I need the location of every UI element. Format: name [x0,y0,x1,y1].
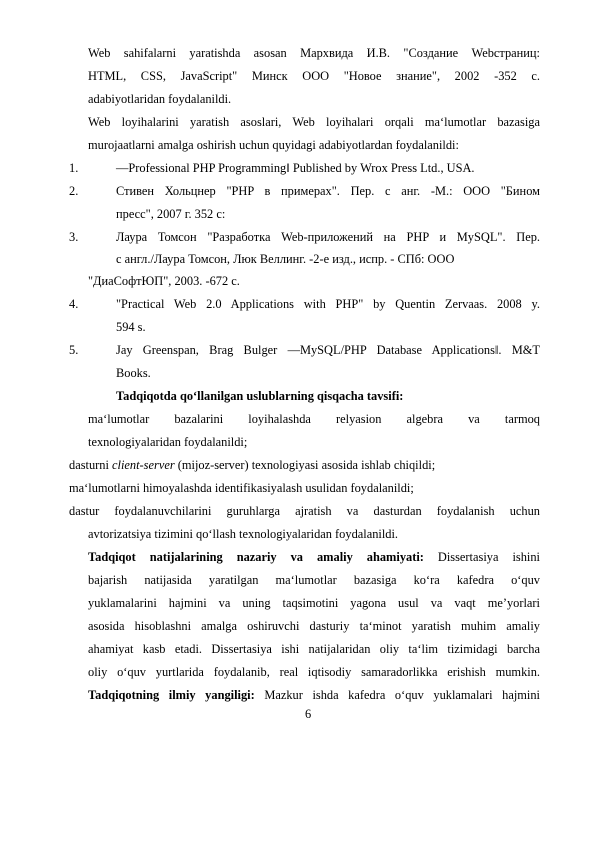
significance-line6: oliy o‘quv yurtlarida foydalanib, real iqtisodiy samaradorlikka erishish mumkin. [88,665,540,679]
section-heading: Tadqiqotda qo‘llanilgan uslublarning qisqacha tavsifi: [116,389,404,403]
significance-line4: asosida hisoblashni amalga oshiruvchi dasturiy ta‘minot yaratish muhim amaliy [88,619,540,633]
novelty-label: Tadqiqotning ilmiy yangiligi: [88,688,255,702]
significance-label: Tadqiqot natijalarining nazariy va amaliy ahamiyati: [88,550,424,564]
list-item-3-line1: Лаура Томсон "Разработка Web-приложений на PHP и MySQL". Пер. [116,230,540,244]
list-item-4-line1: "Practical Web 2.0 Applications with PHP" by Quentin Zervaas. 2008 y. [116,297,540,311]
method1-line2: texnologiyalaridan foydalanildi; [88,435,248,449]
method2-suffix: (mijoz-server) texnologiyasi asosida ishlab chiqildi; [174,458,436,472]
list-item-4-number: 4. [69,297,79,311]
list-item-5-line2: Books. [116,366,151,380]
list-item-3-line2: с англ./Лаура Томсон, Люк Веллинг. -2-е изд., испр. - СПб: ООО [116,252,455,266]
significance-line2: bajarish natijasida yaratilgan ma‘lumotlar bazasiga ko‘ra kafedra o‘quv [88,573,540,587]
method2-prefix: dasturni [69,458,113,472]
significance-line1-rest: Dissertasiya ishini [423,550,540,564]
list-item-1-line1: ―Professional PHP Programming‖ Published by Wrox Press Ltd., USA. [116,161,475,175]
significance-line5: ahamiyat kasb etadi. Dissertasiya ishi natijalaridan oliy ta‘lim tizimidagi barcha [88,642,540,656]
para1-line3: adabiyotlaridan foydalanildi. [88,92,232,106]
list-item-5-number: 5. [69,343,79,357]
novelty-rest: Mazkur ishda kafedra o‘quv yuklamalari hajmini [254,688,540,702]
method2-line [69,457,435,473]
novelty-line [88,687,540,703]
list-item-4-line2: 594 s. [116,320,146,334]
method4-line2: avtorizatsiya tizimini qo‘llash texnologiyalaridan foydalanildi. [88,527,399,541]
list-item-2-number: 2. [69,184,79,198]
significance-line3: yuklamalarini hajmini va uning taqsimotini yagona usul va vaqt me’yorlari [88,596,540,610]
list-item-2-line2: пресс", 2007 г. 352 с: [116,207,226,221]
method4-line1: dastur foydalanuvchilarini guruhlarga ajratish va dasturdan foydalanish uchun [69,504,540,518]
list-item-3-line3: "ДиаСофтЮП", 2003. -672 с. [88,274,240,288]
page-number: 6 [305,707,312,721]
list-item-3-number: 3. [69,230,79,244]
method3-line: ma‘lumotlarni himoyalashda identifikasiyalash usulidan foydalanildi; [69,481,414,495]
significance-line1 [88,549,540,565]
para2-line1: Web loyihalarini yaratish asoslari, Web loyihalari orqali ma‘lumotlar bazasiga [88,115,540,129]
para1-line1: Web sahifalarni yaratishda asosan Марxвида И.В. "Создание Webстраниц: [88,46,540,60]
method1-line1: ma‘lumotlar bazalarini loyihalashda relyasion algebra va tarmoq [88,412,540,426]
list-item-1-number: 1. [69,161,79,175]
list-item-5-line1: Jay Greenspan, Brag Bulger ―MySQL/PHP Database Applications‖. M&T [116,343,540,357]
para2-line2: murojaatlarni amalga oshirish uchun quyidagi adabiyotlardan foydalanildi: [88,138,459,152]
para1-line2: HTML, CSS, JavaScript" Минск ООО "Новое знание", 2002 -352 с. [88,69,540,83]
list-item-2-line1: Стивен Хольцнер "PHP в примерах". Пер. с анг. -М.: ООО "Бином [116,184,540,198]
method2-client-server: client-server [112,458,175,472]
